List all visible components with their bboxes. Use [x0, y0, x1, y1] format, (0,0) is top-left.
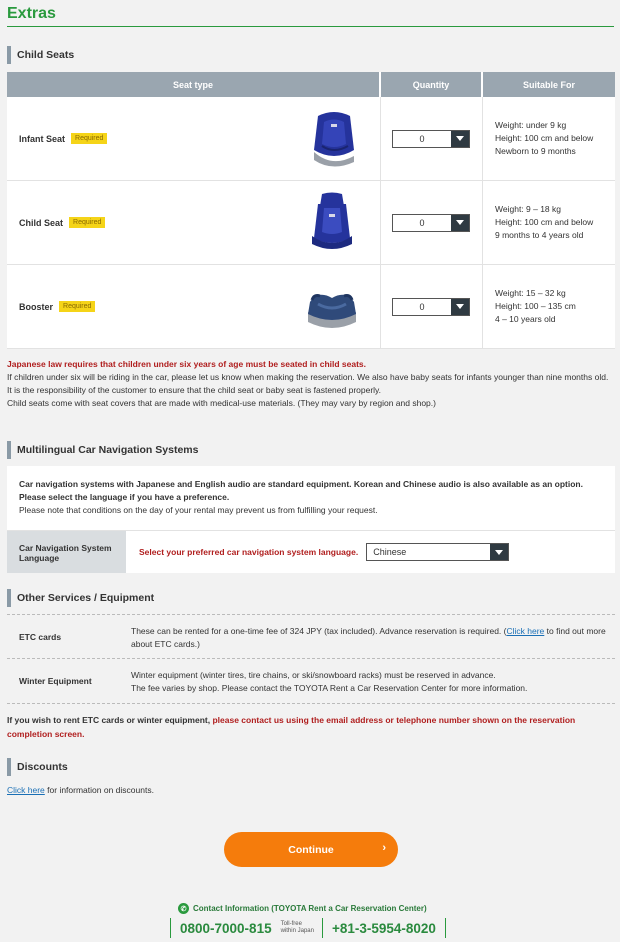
section-heading-navigation: Multilingual Car Navigation Systems [7, 441, 198, 459]
title-divider [7, 26, 614, 27]
note-line: Child seats come with seat covers that are made with medical-use materials. (They may vary by region and shop.) [7, 398, 436, 408]
service-description [121, 659, 615, 703]
suitable-for-info [483, 265, 615, 348]
required-badge: Required [59, 301, 95, 312]
child-seat-table [7, 72, 615, 349]
etc-desc-a: These can be rented for a one-time fee of 324 JPY (tax included). Advance reservation is required. ( [131, 626, 507, 636]
section-heading-discounts: Discounts [7, 758, 68, 776]
navigation-box [7, 466, 615, 573]
tollfree-l1: Toll-free [280, 921, 302, 927]
suit-height: Height: 100 – 135 cm [495, 301, 576, 311]
table-row [7, 265, 615, 349]
divider [7, 703, 615, 704]
table-header [7, 72, 615, 97]
suit-height: Height: 100 cm and below [495, 133, 594, 143]
winter-desc-2: The fee varies by shop. Please contact the TOYOTA Rent a Car Reservation Center for more information. [131, 683, 528, 693]
note-line: It is the responsibility of the customer to ensure that the child seat or baby seat is fastened properly. [7, 385, 382, 395]
winter-desc-1: Winter equipment (winter tires, tire chains, or ski/snowboard racks) must be reserved in advance. [131, 670, 496, 680]
suit-weight: Weight: 15 – 32 kg [495, 288, 566, 298]
suit-weight: Weight: 9 – 18 kg [495, 204, 561, 214]
child-seat-image [304, 192, 360, 254]
suitable-for-info [483, 181, 615, 264]
section-heading-other-services: Other Services / Equipment [7, 589, 154, 607]
nav-info-bold-2: Please select the language if you have a preference. [19, 492, 230, 502]
nav-info-bold: Car navigation systems with Japanese and English audio are standard equipment. Korean and Chinese audio is also available as an option. [19, 479, 583, 489]
contact-numbers [170, 917, 446, 939]
page-title: Extras [7, 5, 56, 22]
nav-language-label: Car Navigation System Language [7, 531, 126, 573]
tollfree-number: 0800-7000-815 [180, 920, 272, 936]
etc-click-here-link[interactable]: Click here [506, 626, 545, 636]
quantity-value: 0 [419, 133, 425, 144]
booster-quantity-select[interactable] [392, 298, 470, 316]
infant-seat-quantity-select[interactable] [392, 130, 470, 148]
suit-age: 9 months to 4 years old [495, 230, 584, 240]
column-header-quantity: Quantity [381, 72, 483, 97]
suitable-for-info [483, 97, 615, 180]
booster-seat-image [304, 276, 360, 338]
services-contact-note [7, 713, 615, 741]
nav-language-prompt: Select your preferred car navigation system language. [139, 547, 359, 557]
column-header-seat-type: Seat type [7, 72, 381, 97]
quantity-value: 0 [419, 301, 425, 312]
section-heading-child-seats: Child Seats [7, 46, 74, 64]
chevron-down-icon[interactable] [451, 299, 469, 315]
service-description [121, 615, 615, 658]
service-name: ETC cards [19, 631, 62, 642]
discounts-info [7, 785, 154, 795]
child-seat-quantity-select[interactable] [392, 214, 470, 232]
table-row [7, 97, 615, 181]
required-badge: Required [69, 217, 105, 228]
suit-height: Height: 100 cm and below [495, 217, 594, 227]
suit-age: Newborn to 9 months [495, 146, 576, 156]
infant-seat-image [304, 108, 360, 170]
note-a: If you wish to rent ETC cards or winter equipment, [7, 715, 213, 725]
column-header-suitable-for: Suitable For [483, 72, 615, 97]
international-number: +81-3-5954-8020 [331, 920, 436, 936]
phone-icon: ✆ [178, 903, 189, 914]
contact-heading [178, 903, 427, 914]
service-name: Winter Equipment [19, 676, 92, 686]
note-b: please contact us using the email address or telephone number shown on the reservation completion screen. [7, 715, 576, 739]
chevron-down-icon[interactable] [490, 544, 508, 560]
chevron-right-icon: › [382, 842, 386, 854]
nav-info-note: Please note that conditions on the day of your rental may prevent us from fulfilling your request. [19, 505, 378, 515]
table-row [7, 181, 615, 265]
chevron-down-icon[interactable] [451, 131, 469, 147]
required-badge: Required [71, 133, 107, 144]
seat-name: Booster [19, 301, 54, 312]
quantity-value: 0 [419, 217, 425, 228]
nav-language-select[interactable] [366, 543, 509, 561]
contact-heading-text: Contact Information (TOYOTA Rent a Car Reservation Center) [193, 904, 427, 913]
law-notice: Japanese law requires that children under six years of age must be seated in child seats. [7, 359, 367, 369]
child-seat-notes [7, 358, 615, 410]
discounts-click-here-link[interactable]: Click here [7, 785, 45, 795]
selected-language: Chinese [373, 547, 407, 557]
tollfree-label [281, 921, 322, 935]
chevron-down-icon[interactable] [451, 215, 469, 231]
continue-button[interactable] [224, 832, 398, 867]
note-line: If children under six will be riding in the car, please let us know when making the reservation. We also have baby seats for infants younger than nine months old. [7, 372, 609, 382]
seat-name: Child Seat [19, 217, 64, 228]
service-row-etc [7, 614, 615, 658]
etc-desc-b: to find out more about ETC cards.) [131, 626, 606, 649]
seat-name: Infant Seat [19, 133, 66, 144]
discounts-text: for information on discounts. [44, 785, 154, 795]
suit-age: 4 – 10 years old [495, 314, 556, 324]
continue-label: Continue [288, 843, 334, 856]
service-row-winter [7, 658, 615, 703]
tollfree-l2: within Japan [280, 928, 314, 934]
suit-weight: Weight: under 9 kg [495, 120, 567, 130]
